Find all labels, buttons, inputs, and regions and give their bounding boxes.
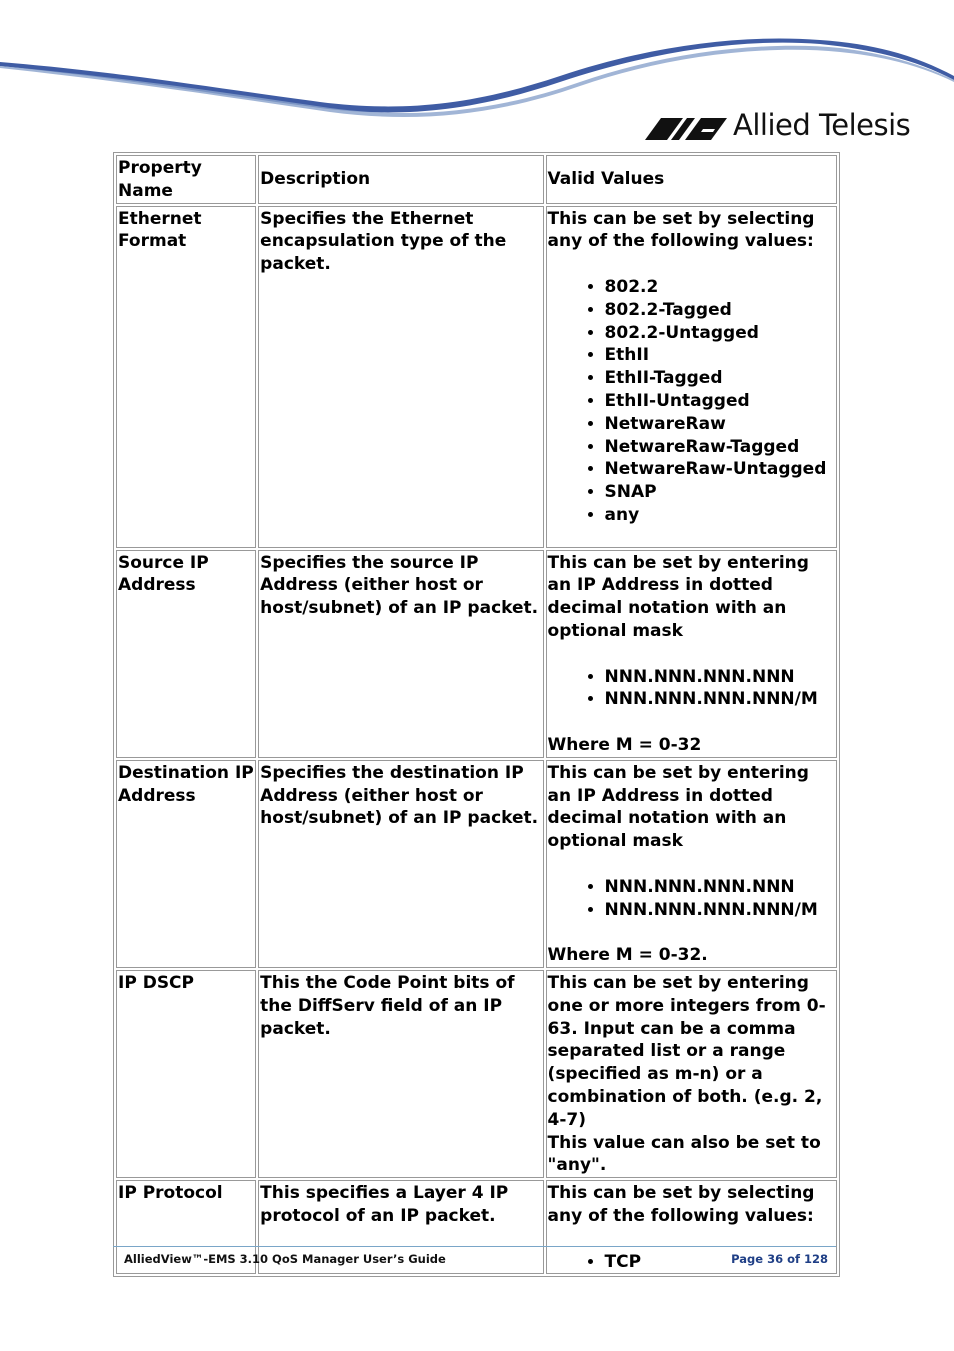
brand-name: Allied Telesis <box>733 108 911 142</box>
row-property-name: Ethernet Format <box>116 206 256 548</box>
values-note: Where M = 0-32 <box>547 734 702 755</box>
values-list <box>548 876 835 922</box>
values-note: Where M = 0-32. <box>547 945 708 966</box>
values-intro: This can be set by entering an IP Address in dotted decimal notation with an optional mask <box>547 762 809 852</box>
allied-telesis-logo <box>645 108 911 148</box>
values-list <box>548 666 835 712</box>
logo-mark-icon <box>645 112 729 140</box>
row-valid-values <box>546 760 837 968</box>
list-item: • NetwareRaw <box>605 413 835 436</box>
list-item: • EthII-Untagged <box>605 390 835 413</box>
values-intro: This can be set by entering an IP Address in dotted decimal notation with an optional mask <box>547 552 809 641</box>
list-item: • any <box>605 504 835 527</box>
list-item: • SNAP <box>605 481 835 504</box>
row-description: This the Code Point bits of the DiffServ field of an IP packet. <box>258 970 543 1178</box>
list-item: • NNN.NNN.NNN.NNN/M <box>605 688 835 711</box>
footer-document-title: AlliedView™-EMS 3.10 QoS Manager User’s Guide <box>124 1252 446 1266</box>
table-row <box>116 970 837 1178</box>
list-item: • NNN.NNN.NNN.NNN/M <box>605 899 835 922</box>
list-item: • 802.2 <box>605 276 835 299</box>
row-property-name: Destination IP Address <box>116 760 256 968</box>
row-property-name: IP Protocol <box>116 1180 256 1274</box>
list-item: • TCP <box>605 1251 835 1274</box>
list-item: • 802.2-Tagged <box>605 299 835 322</box>
header-valid-values: Valid Values <box>546 155 837 204</box>
property-table <box>113 152 840 1277</box>
footer-divider <box>113 1246 836 1247</box>
row-valid-values <box>546 206 837 548</box>
table-row <box>116 206 837 548</box>
values-intro: This can be set by entering one or more integers from 0-63. Input can be a comma separated list or a range (specified as m-n) or a combination of both. (e.g. 2, 4-7) <box>547 972 826 1130</box>
list-item: • NNN.NNN.NNN.NNN <box>605 876 835 899</box>
table-row <box>116 550 837 758</box>
values-intro: This can be set by selecting any of the following values: <box>547 208 815 252</box>
values-list <box>548 276 835 527</box>
row-valid-values <box>546 970 837 1178</box>
list-item: • EthII <box>605 344 835 367</box>
footer-page-number: Page 36 of 128 <box>731 1252 828 1266</box>
row-description: Specifies the Ethernet encapsulation type of the packet. <box>258 206 543 548</box>
header-property-name: Property Name <box>116 155 256 204</box>
list-item: • 802.2-Untagged <box>605 322 835 345</box>
row-description: This specifies a Layer 4 IP protocol of an IP packet. <box>258 1180 543 1274</box>
row-property-name: Source IP Address <box>116 550 256 758</box>
row-description: Specifies the destination IP Address (either host or host/subnet) of an IP packet. <box>258 760 543 968</box>
row-property-name: IP DSCP <box>116 970 256 1178</box>
row-description: Specifies the source IP Address (either host or host/subnet) of an IP packet. <box>258 550 543 758</box>
header-description: Description <box>258 155 543 204</box>
values-note: This value can also be set to "any". <box>547 1132 821 1176</box>
list-item: • EthII-Tagged <box>605 367 835 390</box>
table-header-row <box>116 155 837 204</box>
row-valid-values <box>546 550 837 758</box>
values-intro: This can be set by selecting any of the following values: <box>547 1183 815 1226</box>
table-row <box>116 760 837 968</box>
list-item: • NetwareRaw-Untagged <box>605 458 835 481</box>
list-item: • NetwareRaw-Tagged <box>605 436 835 459</box>
list-item: • NNN.NNN.NNN.NNN <box>605 666 835 689</box>
